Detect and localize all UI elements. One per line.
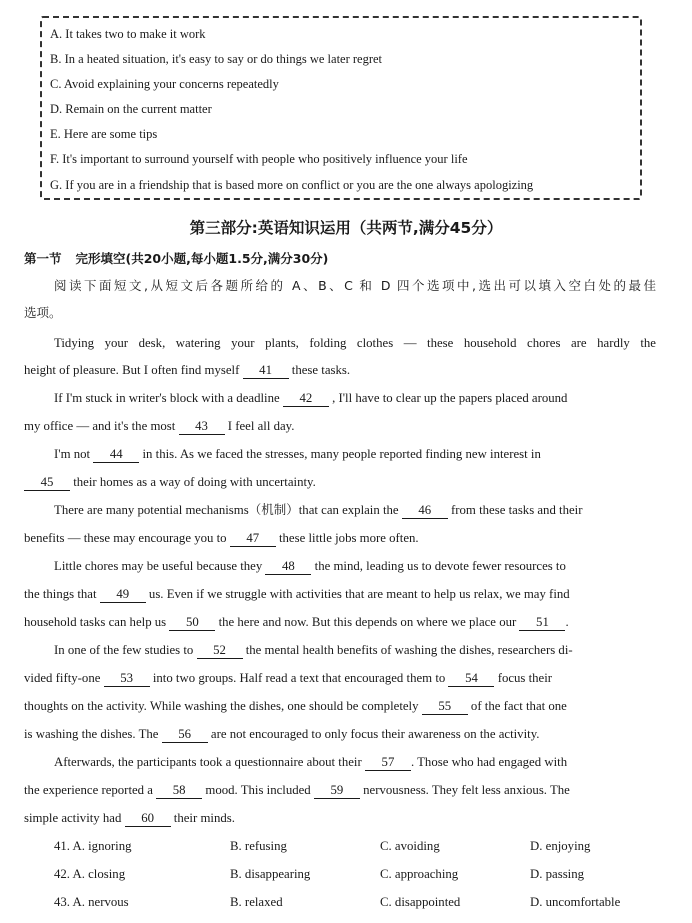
subsection-heading (24, 249, 328, 267)
passage-line: Tidying your desk, watering your plants, folding clothes — these household chores are hardly the (54, 336, 656, 350)
blank-57: 57 (365, 755, 411, 771)
question-41-option-c: C. avoiding (380, 839, 440, 853)
subsection-title: 完形填空(共20小题,每小题1.5分,满分30分) (75, 251, 329, 266)
passage-line: 45 their homes as a way of doing with uncertainty. (24, 473, 656, 491)
passage-line: household tasks can help us 50 the here and now. But this depends on where we place our 51 . (24, 615, 569, 629)
blank-45: 45 (24, 475, 70, 491)
question-42-option-c: C. approaching (380, 867, 459, 881)
passage-line: I'm not 44 in this. As we faced the stresses, many people reported finding new interest in (54, 447, 541, 461)
options-box (40, 16, 642, 200)
option-a: A. It takes two to make it work (50, 27, 206, 41)
blank-47: 47 (230, 531, 276, 547)
passage-line: If I'm stuck in writer's block with a deadline 42 , I'll have to clear up the papers placed around (54, 391, 568, 405)
option-d: D. Remain on the current matter (50, 102, 212, 116)
blank-51: 51 (519, 615, 565, 631)
passage-line: height of pleasure. But I often find myself 41 these tasks. (24, 363, 351, 377)
blank-59: 59 (314, 783, 360, 799)
passage-line: thoughts on the activity. While washing the dishes, one should be completely 55 of the fact that one (24, 699, 567, 713)
passage-line: There are many potential mechanisms（机制）that can explain the 46 from these tasks and their (54, 502, 583, 517)
passage-line: Afterwards, the participants took a questionnaire about their 57 . Those who had engaged with (54, 755, 568, 769)
blank-43: 43 (179, 419, 225, 435)
option-f: F. It's important to surround yourself with people who positively influence your life (50, 152, 468, 166)
passage-line: benefits — these may encourage you to 47 these little jobs more often. (24, 531, 419, 545)
question-43-option-b: B. relaxed (230, 895, 283, 909)
blank-53: 53 (104, 671, 150, 687)
blank-50: 50 (169, 615, 215, 631)
passage-line: In one of the few studies to 52 the mental health benefits of washing the dishes, researchers di- (54, 643, 573, 657)
blank-42: 42 (283, 391, 329, 407)
question-43-option-c: C. disappointed (380, 895, 461, 909)
instruction-line-2: 选项。 (24, 305, 62, 320)
blank-49: 49 (100, 587, 146, 603)
question-42-option-b: B. disappearing (230, 867, 311, 881)
question-41-option-a: 41. A. ignoring (54, 839, 132, 853)
question-41-option-b: B. refusing (230, 839, 287, 853)
blank-54: 54 (448, 671, 494, 687)
blank-48: 48 (265, 559, 311, 575)
blank-58: 58 (156, 783, 202, 799)
blank-56: 56 (162, 727, 208, 743)
option-b: B. In a heated situation, it's easy to say or do things we later regret (50, 52, 383, 66)
passage-line: my office — and it's the most 43 I feel all day. (24, 419, 295, 433)
section-title: 第三部分:英语知识运用（共两节,满分45分） (189, 219, 503, 237)
blank-44: 44 (93, 447, 139, 463)
blank-60: 60 (125, 811, 171, 827)
passage-line: the experience reported a 58 mood. This included 59 nervousness. They felt less anxious. The (24, 783, 570, 797)
passage-line: vided fifty-one 53 into two groups. Half read a text that encouraged them to 54 focus their (24, 671, 553, 685)
subsection-label: 第一节 (24, 251, 62, 266)
passage-line: is washing the dishes. The 56 are not encouraged to only focus their awareness on the activity. (24, 727, 540, 741)
instruction-line-1: 阅读下面短文,从短文后各题所给的 A、B、C 和 D 四个选项中,选出可以填入空白处的最佳 (54, 278, 656, 293)
passage-line: simple activity had 60 their minds. (24, 811, 235, 825)
question-43-option-d: D. uncomfortable (530, 895, 621, 909)
question-42-option-a: 42. A. closing (54, 867, 126, 881)
option-e: E. Here are some tips (50, 127, 158, 141)
passage-line: the things that 49 us. Even if we struggle with activities that are meant to help us relax, we may find (24, 587, 570, 601)
blank-41: 41 (243, 363, 289, 379)
passage-line: Little chores may be useful because they 48 the mind, leading us to devote fewer resources to (54, 559, 566, 573)
blank-55: 55 (422, 699, 468, 715)
option-c: C. Avoid explaining your concerns repeatedly (50, 77, 279, 91)
blank-46: 46 (402, 503, 448, 519)
question-42-option-d: D. passing (530, 867, 585, 881)
option-g: G. If you are in a friendship that is based more on conflict or you are the one always apologizing (50, 178, 534, 192)
question-43-option-a: 43. A. nervous (54, 895, 129, 909)
question-41-option-d: D. enjoying (530, 839, 591, 853)
blank-52: 52 (197, 643, 243, 659)
